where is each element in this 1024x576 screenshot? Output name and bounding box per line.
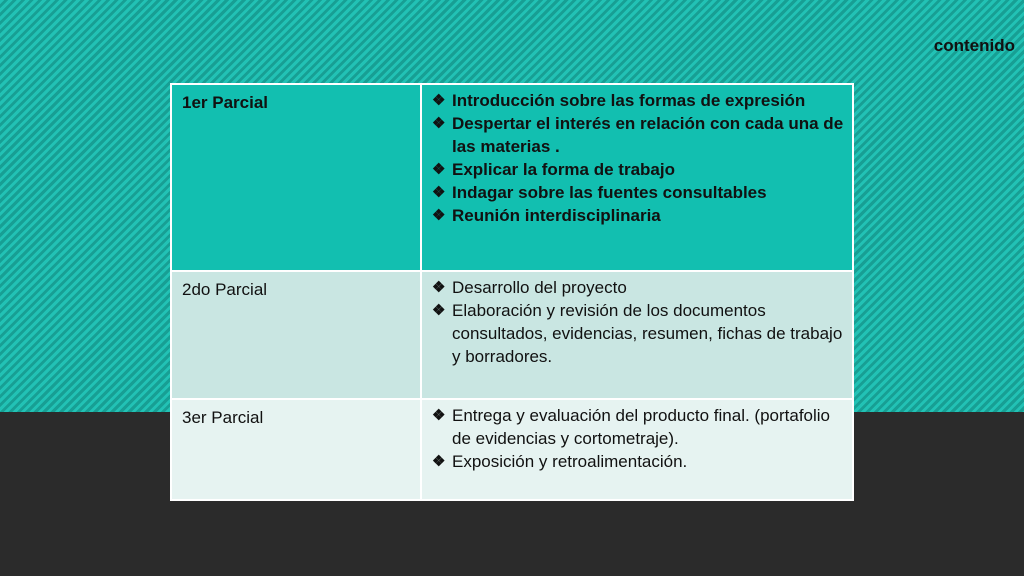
diamond-bullet-icon: ❖ bbox=[432, 279, 446, 296]
table-row bbox=[171, 271, 853, 399]
list-item-text: Exposición y retroalimentación. bbox=[452, 452, 688, 471]
corner-title: contenido bbox=[933, 36, 1015, 55]
list-item bbox=[430, 404, 846, 450]
diamond-bullet-icon: ❖ bbox=[432, 115, 446, 132]
list-item-text: Reunión interdisciplinaria bbox=[452, 206, 661, 225]
diamond-bullet-icon: ❖ bbox=[432, 184, 446, 201]
bullet-list bbox=[430, 89, 846, 227]
list-item bbox=[430, 204, 846, 227]
list-item bbox=[430, 299, 846, 368]
table-row bbox=[171, 84, 853, 271]
diamond-bullet-icon: ❖ bbox=[432, 302, 446, 319]
diamond-bullet-icon: ❖ bbox=[432, 207, 446, 224]
list-item bbox=[430, 276, 846, 299]
list-item bbox=[430, 112, 846, 158]
list-item bbox=[430, 181, 846, 204]
list-item-text: Explicar la forma de trabajo bbox=[452, 160, 675, 179]
period-content bbox=[421, 271, 853, 399]
list-item-text: Elaboración y revisión de los documentos consultados, evidencias, resumen, fichas de trabajo y borradores. bbox=[452, 301, 843, 366]
period-label: 3er Parcial bbox=[171, 399, 421, 500]
list-item bbox=[430, 158, 846, 181]
list-item-text: Introducción sobre las formas de expresión bbox=[452, 91, 806, 110]
diamond-bullet-icon: ❖ bbox=[432, 407, 446, 424]
period-label: 2do Parcial bbox=[171, 271, 421, 399]
list-item bbox=[430, 89, 846, 112]
list-item-text: Entrega y evaluación del producto final. (portafolio de evidencias y cortometraje). bbox=[452, 406, 831, 448]
diamond-bullet-icon: ❖ bbox=[432, 453, 446, 470]
diamond-bullet-icon: ❖ bbox=[432, 92, 446, 109]
diamond-bullet-icon: ❖ bbox=[432, 161, 446, 178]
bullet-list bbox=[430, 404, 846, 473]
list-item-text: Desarrollo del proyecto bbox=[452, 278, 627, 297]
period-content bbox=[421, 399, 853, 500]
list-item-text: Despertar el interés en relación con cada una de las materias . bbox=[452, 114, 844, 156]
period-content bbox=[421, 84, 853, 271]
list-item-text: Indagar sobre las fuentes consultables bbox=[452, 183, 767, 202]
list-item bbox=[430, 450, 846, 473]
table-row bbox=[171, 399, 853, 500]
course-plan-table bbox=[170, 83, 854, 501]
period-label: 1er Parcial bbox=[171, 84, 421, 271]
bullet-list bbox=[430, 276, 846, 368]
